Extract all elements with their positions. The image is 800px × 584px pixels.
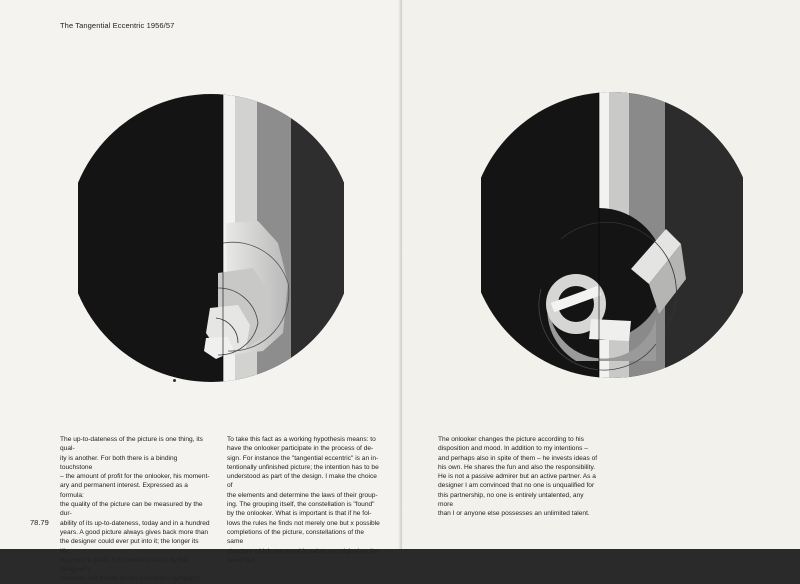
running-header: The Tangential Eccentric 1956/57: [60, 21, 175, 30]
body-text-column-1: The up-to-dateness of the picture is one thing, its qual- ity is another. For both there is a binding touchstone – the amount of profit for the onlooker, his moment- ary and permanent interest. Expressed as a formula: the quality of the picture can be measured by the dur- ability of its up-to-dateness, today and in a hundred years. A good picture always gives back more than the designer could ever put into it; the longer its life, the more it gives. It is indeed created by the designer's intention, but it lives on the onlooker's sympathy.: [60, 436, 210, 583]
body-text-column-2: To take this fact as a working hypothesis means: to have the onlooker participate in the process of de- sign. For instance the "tangential eccentric" is an in- tentionally unfinished picture; the intention has to be understood as part of the design. I make the choice of the elements and determine the laws of their group- ing. The grouping itself, the constellation is "found" by the onlooker. What is important is that if he fol- lows the rules he finds not merely one but x possible completions of the picture, constellations of the same structure which are equal in value, as original as the basic law.: [227, 436, 380, 564]
stray-ink-dot: [173, 379, 176, 382]
tangential-eccentric-artwork-left: [78, 93, 344, 383]
right-page: [402, 0, 800, 549]
body-text-column-3: The onlooker changes the picture according to his disposition and mood. In addition to my intentions – and perhaps also in spite of them – he invests ideas of his own. He shares the fun and also the responsibility. He is not a passive admirer but an active partner. As a designer I am convinced that no one is unqualified for this partnership, no one is entirely untalented, any more than I or anyone else possesses an unlimited talent.: [438, 436, 598, 518]
page-numbers: 78.79: [30, 518, 49, 527]
tangential-eccentric-artwork-right: [481, 89, 743, 381]
